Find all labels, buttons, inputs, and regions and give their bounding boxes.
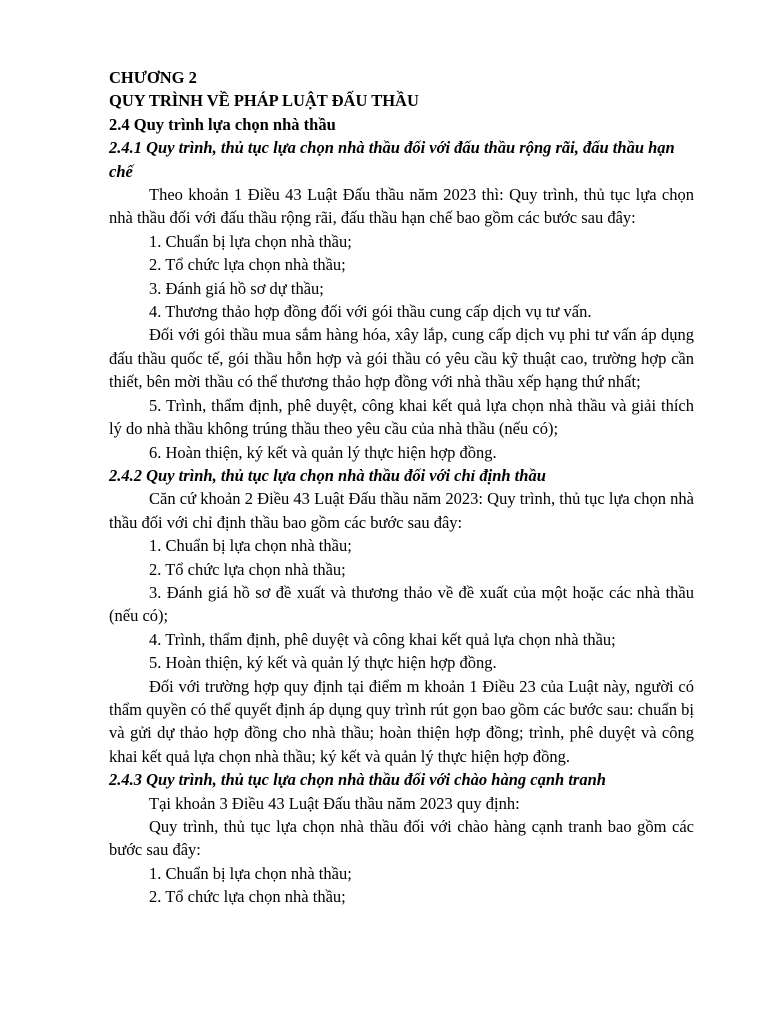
list-item: 1. Chuẩn bị lựa chọn nhà thầu; — [149, 231, 352, 251]
list-item: 1. Chuẩn bị lựa chọn nhà thầu; — [149, 863, 352, 883]
subsection-heading-2-4-2: 2.4.2 Quy trình, thủ tục lựa chọn nhà thầu đối với chỉ định thầu — [109, 465, 546, 485]
list-item: 6. Hoàn thiện, ký kết và quản lý thực hiện hợp đồng. — [149, 442, 497, 462]
list-item: 4. Trình, thẩm định, phê duyệt và công khai kết quả lựa chọn nhà thầu; — [149, 629, 616, 649]
list-item: 3. Đánh giá hồ sơ dự thầu; — [149, 278, 324, 298]
list-item: 2. Tổ chức lựa chọn nhà thầu; — [149, 887, 346, 907]
list-item: 5. Hoàn thiện, ký kết và quản lý thực hiện hợp đồng. — [149, 653, 497, 673]
chapter-label: CHƯƠNG 2 — [109, 68, 197, 87]
paragraph-intro-2-4-1: Theo khoản 1 Điều 43 Luật Đấu thầu năm 2023 thì: Quy trình, thủ tục lựa chọn nhà thầu đối với đấu thầu rộng rãi, đấu thầu hạn chế bao gồm các bước sau đây: — [109, 185, 694, 228]
paragraph-intro2-2-4-3: Quy trình, thủ tục lựa chọn nhà thầu đối với chào hàng cạnh tranh bao gồm các bước sau đây: — [109, 817, 694, 860]
paragraph-note-2-4-1: Đối với gói thầu mua sắm hàng hóa, xây lắp, cung cấp dịch vụ phi tư vấn áp dụng đấu thầu quốc tế, gói thầu hỗn hợp và gói thầu có yêu cầu kỹ thuật cao, trường hợp cần thiết, bên mời thầu có thể thương thảo hợp đồng với nhà thầu xếp hạng thứ nhất; — [109, 325, 694, 392]
list-item: 3. Đánh giá hồ sơ đề xuất và thương thảo về đề xuất của một hoặc các nhà thầu (nếu có); — [109, 582, 694, 626]
paragraph-intro-2-4-2: Căn cứ khoản 2 Điều 43 Luật Đấu thầu năm 2023: Quy trình, thủ tục lựa chọn nhà thầu đối với chỉ định thầu bao gồm các bước sau đây: — [109, 489, 694, 532]
paragraph-intro-2-4-3: Tại khoản 3 Điều 43 Luật Đấu thầu năm 2023 quy định: — [149, 793, 520, 813]
list-item: 1. Chuẩn bị lựa chọn nhà thầu; — [149, 536, 352, 556]
paragraph-note-2-4-2: Đối với trường hợp quy định tại điểm m khoản 1 Điều 23 của Luật này, người có thẩm quyền có thể quyết định áp dụng quy trình rút gọn bao gồm các bước sau: chuẩn bị và gửi dự thảo hợp đồng cho nhà thầu; hoàn thiện hợp đồng; trình, phê duyệt và công khai kết quả lựa chọn nhà thầu; ký kết và quản lý thực hiện hợp đồng. — [109, 676, 694, 766]
list-item: 2. Tổ chức lựa chọn nhà thầu; — [149, 559, 346, 579]
list-item: 5. Trình, thẩm định, phê duyệt, công khai kết quả lựa chọn nhà thầu và giải thích lý do nhà thầu không trúng thầu theo yêu cầu của nhà thầu (nếu có); — [109, 395, 694, 439]
subsection-heading-2-4-3: 2.4.3 Quy trình, thủ tục lựa chọn nhà thầu đối với chào hàng cạnh tranh — [109, 770, 606, 790]
chapter-title: QUY TRÌNH VỀ PHÁP LUẬT ĐẤU THẦU — [109, 91, 419, 111]
list-item: 4. Thương thảo hợp đồng đối với gói thầu cung cấp dịch vụ tư vấn. — [149, 302, 592, 322]
list-item: 2. Tổ chức lựa chọn nhà thầu; — [149, 255, 346, 275]
section-heading-2-4: 2.4 Quy trình lựa chọn nhà thầu — [109, 114, 336, 134]
subsection-heading-2-4-1: 2.4.1 Quy trình, thủ tục lựa chọn nhà thầu đối với đấu thầu rộng rãi, đấu thầu hạn chế — [109, 138, 675, 181]
